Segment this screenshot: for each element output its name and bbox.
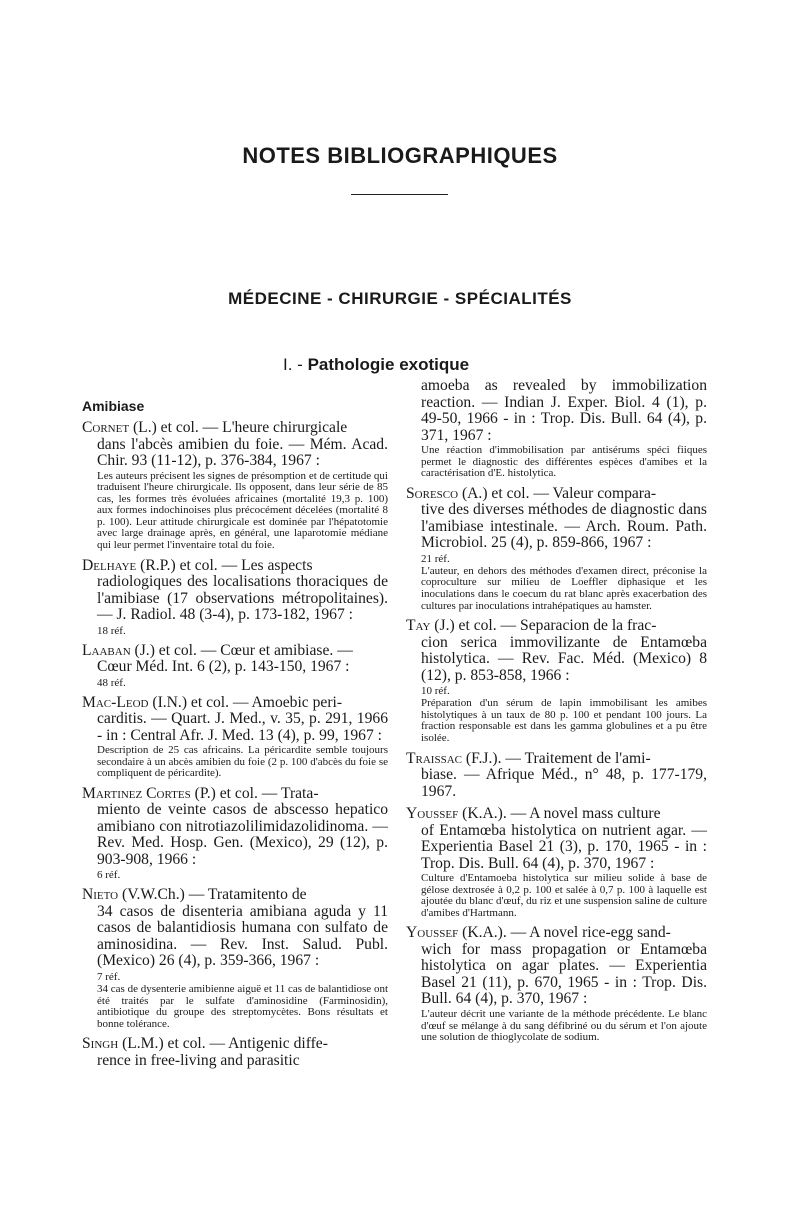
entry-soresco: [406, 486, 707, 612]
entry-laaban: [82, 643, 388, 689]
entry-cornet: [82, 420, 388, 552]
citation-text: (J.) et col. — Separacion de la frac-: [430, 617, 657, 635]
citation: [406, 618, 707, 684]
citation-continuation: 34 casos de disenteria amibiana aguda y 11 casos de balantidiosis humana con sulfato de aminosidina. — Rev. Inst. Salud. Publ. (Mexico) 26 (4), p. 359-366, 1967 :: [97, 902, 388, 970]
citation-text: (K.A.). — A novel rice-egg sand-: [458, 924, 671, 942]
entry-delhaye: [82, 558, 388, 637]
citation: [406, 486, 707, 552]
abstract: Description de 25 cas africains. La péricardite semble toujours secondaire à un abcès amibien du foie (2 p. 100 d'abcès du foie se compliquent de péricardite).: [97, 744, 388, 780]
citation-text: (R.P.) et col. — Les aspects: [136, 556, 313, 574]
abstract: Préparation d'un sérum de lapin immobilisant les amibes histolytiques à un taux de 80 p. 100 et pendant 100 jours. La fraction responsable est dans les gamma globulines et a pu être isolée.: [421, 697, 707, 744]
citation-continuation: of Entamœba histolytica on nutrient agar. — Experientia Basel 21 (3), p. 170, 1965 - in : Trop. Dis. Bull. 64 (4), p. 370, 1967 :: [421, 821, 707, 872]
citation: [82, 558, 388, 624]
citation-continuation: miento de veinte casos de abscesso hepatico amibiano con nitrotiazolilimidazolidinoma. — Rev. Med. Hosp. Gen. (Mexico), 29 (12), p. 903-908, 1966 :: [97, 801, 388, 868]
author: Cornet: [82, 419, 130, 436]
citation: [406, 751, 707, 801]
citation-text: (A.) et col. — Valeur compara-: [458, 484, 657, 502]
entry-youssef-1: [406, 806, 707, 919]
citation-continuation: Cœur Méd. Int. 6 (2), p. 143-150, 1967 :: [97, 658, 350, 676]
abstract: Les auteurs précisent les signes de présomption et de certitude qui traduisent l'heure chirurgicale. Ils opposent, dans leur série de 85 cas, les formes très évoluées africaines (mortalité 19,3 p. 100) aux formes indochinoises plus précocément décelées (mortalité 8 p. 100). Leur attitude chirurgicale est dominée par l'hépatotomie avec large drainage après, en général, une laparotomie médiane qui leur permet l'inventaire total du foie.: [97, 469, 388, 552]
entry-youssef-2: [406, 925, 707, 1043]
reference-count: 18 réf.: [97, 624, 126, 637]
author: Singh: [82, 1035, 119, 1053]
abstract: L'auteur, en dehors des méthodes d'examen direct, préconise la coproculture sur milieu de Loeffler diphasique et les inoculations dans le coecum du rat blanc après exacerbation des cultures par inoculations intrahépatiques au hamster.: [421, 564, 707, 612]
citation: [406, 806, 707, 872]
citation-continuation: cion serica immovilizante de Entamœba histolytica. — Rev. Fac. Méd. (Mexico) 8 (12), p. 853-858, 1966 :: [421, 633, 707, 684]
citation-text: (L.) et col. — L'heure chirurgicale: [129, 419, 348, 436]
author: Nieto: [82, 886, 119, 904]
entry-singh: [82, 1036, 388, 1069]
subsection-heading: [283, 355, 469, 375]
citation-text: (V.W.Ch.) — Tratamitento de: [118, 886, 307, 904]
author: Martinez Cortes: [82, 784, 191, 802]
title-rule: [351, 194, 448, 195]
citation-text: (K.A.). — A novel mass culture: [458, 805, 661, 823]
reference-count: 6 réf.: [97, 869, 121, 882]
entry-macleod: [82, 695, 388, 780]
citation-continuation: radiologiques des localisations thoraciques de l'amibiase (17 observations métropolitaines). — J. Radiol. 48 (3-4), p. 173-182, 1967 :: [97, 573, 388, 624]
citation: [82, 643, 388, 676]
abstract: L'auteur décrit une variante de la méthode précédente. Le blanc d'œuf se mélange à du sang défibriné ou du sérum et l'on ajoute une solution de thioglycolate de sodium.: [421, 1007, 707, 1044]
entry-singh-continued: [406, 378, 707, 480]
citation-continuation: rence in free-living and parasitic: [97, 1051, 300, 1069]
abstract: 34 cas de dysenterie amibienne aiguë et 11 cas de balantidiose ont été traités par le sulfate d'aminosidine (Farminosidin), antibiotique du groupe des streptomycètes. Bons résultats et bonne tolérance.: [97, 982, 388, 1030]
author: Mac-Leod: [82, 693, 149, 711]
page-title: NOTES BIBLIOGRAPHIQUES: [242, 143, 558, 168]
citation-text: (P.) et col. — Trata-: [190, 784, 319, 802]
entry-martinez: [82, 786, 388, 882]
category-heading: Amibiase: [82, 398, 145, 414]
subsection-title: Pathologie exotique: [307, 355, 470, 374]
author: Soresco: [406, 484, 459, 502]
citation-continuation: wich for mass propagation or Entamœba histolytica on agar plates. — Experientia Basel 21 (11), p. 670, 1965 - in : Trop. Dis. Bull. 64 (4), p. 370, 1967 :: [421, 940, 707, 1008]
citation: [406, 925, 707, 1008]
citation: [82, 887, 388, 970]
right-column: [406, 378, 707, 1050]
citation: [82, 786, 388, 869]
citation-continuation: carditis. — Quart. J. Med., v. 35, p. 291, 1966 - in : Central Afr. J. Med. 13 (4), p. 99, 1967 :: [97, 710, 388, 744]
author: Youssef: [406, 805, 459, 823]
section-heading: MÉDECINE - CHIRURGIE - SPÉCIALITÉS: [228, 289, 572, 308]
abstract: Culture d'Entamoeba histolytica sur milieu solide à base de gélose dextrosée à 0,2 p. 100 et salée à 0,7 p. 100 à laquelle est ajoutée du blanc d'œuf, du riz et une suspension saline de culture d'amibes d'Hartmann.: [421, 872, 707, 919]
reference-count: 48 réf.: [97, 676, 126, 689]
citation-continuation: amoeba as revealed by immobilization reaction. — Indian J. Exper. Biol. 4 (1), p. 49-50, 1966 - in : Trop. Dis. Bull. 64 (4), p. 371, 1967 :: [421, 377, 707, 444]
citation-continuation: tive des diverses méthodes de diagnostic dans l'amibiase intestinale. — Arch. Roum. Path. Microbiol. 25 (4), p. 859-866, 1967 :: [421, 501, 707, 552]
citation-text: (J.) et col. — Cœur et amibiase. —: [130, 641, 353, 659]
citation-continuation: biase. — Afrique Méd., n° 48, p. 177-179, 1967.: [421, 766, 707, 800]
author: Tay: [406, 617, 431, 635]
citation-text: (L.M.) et col. — Antigenic diffe-: [118, 1035, 328, 1053]
citation-text: (I.N.) et col. — Amoebic peri-: [148, 693, 343, 711]
entry-nieto: [82, 887, 388, 1030]
author: Traissac: [406, 749, 462, 767]
reference-count: 7 réf.: [97, 970, 121, 983]
reference-count: 21 réf.: [421, 552, 450, 565]
citation: [406, 378, 707, 444]
author: Laaban: [82, 641, 131, 659]
abstract: Une réaction d'immobilisation par antisérums spéci fiiques permet le diagnostic des différentes espèces d'amibes et la caractérisation d'E. histolytica.: [421, 444, 707, 480]
citation-continuation: dans l'abcès amibien du foie. — Mém. Acad. Chir. 93 (11-12), p. 376-384, 1967 :: [97, 435, 388, 469]
citation-text: (F.J.). — Traitement de l'ami-: [462, 749, 651, 767]
reference-count: 10 réf.: [421, 685, 450, 698]
entry-tay: [406, 618, 707, 744]
author: Youssef: [406, 924, 459, 942]
author: Delhaye: [82, 556, 137, 574]
entry-traissac: [406, 751, 707, 801]
citation: [82, 695, 388, 745]
citation: [82, 420, 388, 470]
subsection-number: I. -: [283, 355, 303, 374]
citation: [82, 1036, 388, 1069]
left-column: [82, 378, 388, 1075]
